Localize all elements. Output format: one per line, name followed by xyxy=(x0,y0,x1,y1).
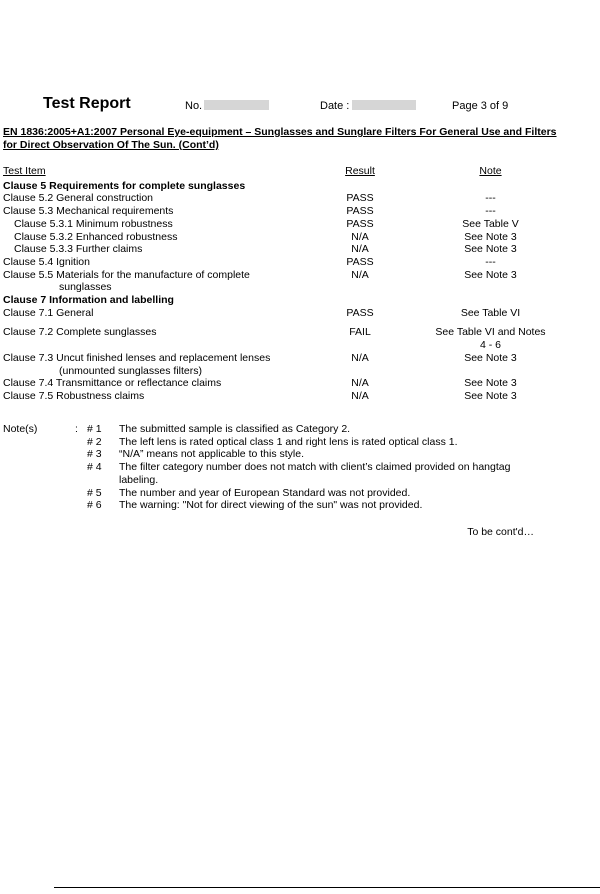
test-note: --- xyxy=(485,205,496,218)
section-title: Clause 5 Requirements for complete sunglasses xyxy=(3,179,246,192)
page-number: Page 3 of 9 xyxy=(452,100,509,112)
note-number: # 5 xyxy=(87,486,102,499)
note-text: “N/A” means not applicable to this style. xyxy=(119,448,305,461)
section-row xyxy=(3,294,558,307)
footer-divider xyxy=(54,887,600,888)
test-item: Clause 5.3 Mechanical requirements xyxy=(3,205,174,218)
test-result: PASS xyxy=(346,192,374,205)
test-note: See Note 3 xyxy=(464,389,517,402)
column-header-test-item: Test Item xyxy=(3,165,46,177)
test-note: See Table VI xyxy=(460,306,521,319)
test-item: Clause 7.5 Robustness claims xyxy=(3,389,145,402)
test-note: See Note 3 xyxy=(464,230,517,243)
test-result: N/A xyxy=(351,268,369,281)
test-result: N/A xyxy=(351,243,369,256)
test-result: N/A xyxy=(351,230,369,243)
test-item-continuation: sunglasses xyxy=(59,281,112,294)
test-note: See Note 3 xyxy=(464,268,517,281)
redacted-date xyxy=(352,100,416,110)
test-item-cell xyxy=(3,352,332,377)
redacted-report-number xyxy=(204,100,269,110)
table-row xyxy=(3,326,558,351)
test-result: N/A xyxy=(351,389,369,402)
test-item: Clause 5.3.3 Further claims xyxy=(14,243,143,256)
test-result: PASS xyxy=(346,217,374,230)
test-item: Clause 7.2 Complete sunglasses xyxy=(3,326,157,339)
note-number: # 4 xyxy=(87,461,102,474)
table-row xyxy=(3,218,558,231)
note-text: The warning: "Not for direct viewing of the sun" was not provided. xyxy=(119,499,423,512)
table-row xyxy=(3,256,558,269)
note-number: # 1 xyxy=(87,423,102,435)
test-item: Clause 7.3 Uncut finished lenses and replacement lenses xyxy=(3,351,271,364)
test-note: See Table V xyxy=(462,217,519,230)
test-note: --- xyxy=(485,255,496,268)
test-note-cell xyxy=(388,326,558,351)
test-note: See Note 3 xyxy=(464,377,517,390)
note-number: # 3 xyxy=(87,448,102,461)
test-item: Clause 5.2 General construction xyxy=(3,192,153,205)
test-item-continuation: (unmounted sunglasses filters) xyxy=(59,364,202,377)
report-number-label: No. xyxy=(185,100,203,112)
section-title: Clause 7 Information and labelling xyxy=(3,294,174,307)
note-text: The submitted sample is classified as Category 2. xyxy=(119,423,351,435)
notes-label: Note(s) xyxy=(3,423,38,435)
table-row xyxy=(3,243,558,256)
table-row xyxy=(3,269,558,294)
test-note-continuation: 4 - 6 xyxy=(479,339,501,352)
test-result: N/A xyxy=(351,377,369,390)
test-note: See Table VI and Notes xyxy=(435,326,546,339)
table-header-row xyxy=(3,165,558,180)
test-result: PASS xyxy=(346,255,374,268)
table-row xyxy=(3,192,558,205)
results-table xyxy=(3,165,558,403)
test-item: Clause 7.1 General xyxy=(3,306,94,319)
note-number: # 2 xyxy=(87,435,102,448)
test-note: --- xyxy=(485,192,496,205)
report-title: Test Report xyxy=(43,95,131,112)
table-row xyxy=(3,231,558,244)
spacer-row xyxy=(3,319,558,326)
note-number: # 6 xyxy=(87,499,102,512)
test-item: Clause 5.5 Materials for the manufacture of complete xyxy=(3,268,250,281)
table-row xyxy=(3,205,558,218)
note-text: The filter category number does not match with client’s claimed provided on hangtag labeling. xyxy=(119,461,511,486)
date-label: Date : xyxy=(320,100,350,112)
table-row xyxy=(3,377,558,390)
note-text: The left lens is rated optical class 1 and right lens is rated optical class 1. xyxy=(119,435,458,448)
test-result: PASS xyxy=(346,205,374,218)
table-row xyxy=(3,352,558,377)
test-note: See Note 3 xyxy=(464,243,517,256)
notes-colon: : xyxy=(75,423,78,435)
note-text: The number and year of European Standard was not provided. xyxy=(119,486,411,499)
continued-label: To be cont'd… xyxy=(467,526,534,538)
section-row xyxy=(3,180,558,193)
test-result: PASS xyxy=(346,306,374,319)
standard-title: EN 1836:2005+A1:2007 Personal Eye-equipment – Sunglasses and Sunglare Filters For General Use and Filters for Direct Observation Of The Sun. (Cont’d) xyxy=(3,126,557,151)
test-note: See Note 3 xyxy=(464,351,517,364)
test-result: N/A xyxy=(351,351,369,364)
test-result: FAIL xyxy=(349,326,371,339)
test-item: Clause 5.4 Ignition xyxy=(3,255,90,268)
test-item: Clause 7.4 Transmittance or reflectance claims xyxy=(3,377,222,390)
column-header-note: Note xyxy=(479,165,502,177)
test-item: Clause 5.3.1 Minimum robustness xyxy=(14,217,173,230)
table-row xyxy=(3,307,558,320)
table-row xyxy=(3,390,558,403)
column-header-result: Result xyxy=(345,165,375,177)
test-item: Clause 5.3.2 Enhanced robustness xyxy=(14,230,178,243)
test-item-cell xyxy=(3,269,332,294)
